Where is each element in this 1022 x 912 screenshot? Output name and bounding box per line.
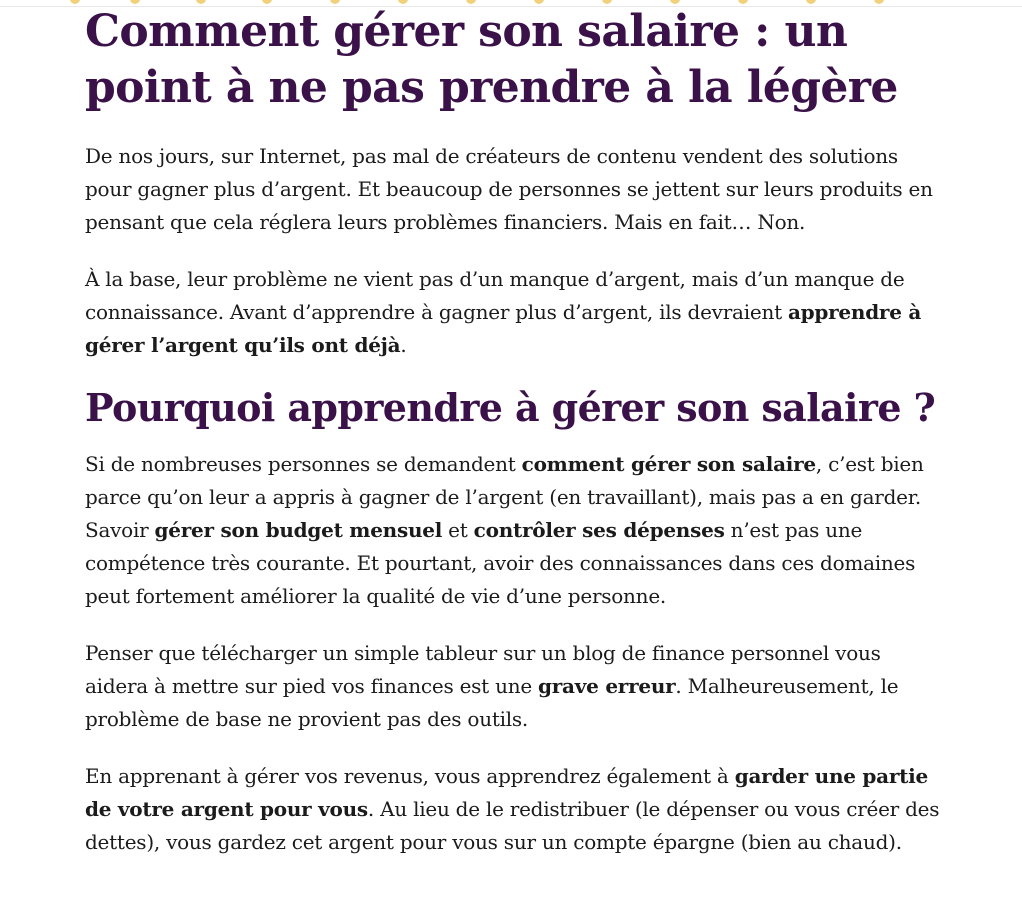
article-title: Comment gérer son salaire : un point à ne pas prendre à la légère [85, 6, 898, 113]
text-segment: Penser que télécharger un simple tableur sur un blog de finance personnel vous aidera à mettre sur pied vos finances est une [85, 641, 881, 698]
bold-keep-money: garder une partie de votre argent pour vous [85, 764, 928, 821]
paragraph-why [85, 448, 943, 613]
text-segment: Si de nombreuses personnes se demandent [85, 452, 522, 476]
paragraph-intro: De nos jours, sur Internet, pas mal de créateurs de contenu vendent des solutions pour gagner plus d’argent. Et beaucoup de personnes se jettent sur leurs produits en pensant que cela réglera leurs problèmes financiers. Mais en fait… Non. [85, 144, 933, 234]
text-segment: . Malheureusement, le problème de base ne provient pas des outils. [85, 674, 899, 731]
text-segment: . Au lieu de le redistribuer (le dépenser ou vous créer des dettes), vous gardez cet argent pour vous sur un compte épargne (bien au chaud). [85, 797, 940, 854]
paragraph-savings [85, 760, 943, 859]
bold-grave-error: grave erreur [538, 674, 676, 698]
text-segment: n’est pas une compétence très courante. Et pourtant, avoir des connaissances dans ces domaines peut fortement améliorer la qualité de vie d’une personne. [85, 518, 916, 608]
article-content [85, 4, 945, 859]
text-segment: . [400, 333, 407, 357]
paragraph-base-problem [85, 263, 943, 362]
text-segment: et [442, 518, 474, 542]
text-segment: , c’est bien parce qu’on leur a appris à gagner de l’argent (en travaillant), mais pas a en garder. Savoir [85, 452, 924, 542]
text-segment: En apprenant à gérer vos revenus, vous apprendrez également à [85, 764, 735, 788]
bold-manage-salary: comment gérer son salaire [521, 452, 816, 476]
section-heading-why: Pourquoi apprendre à gérer son salaire ? [85, 385, 936, 430]
bold-monthly-budget: gérer son budget mensuel [154, 518, 443, 542]
paragraph-spreadsheet [85, 637, 943, 736]
bold-learn-manage: apprendre à gérer l’argent qu’ils ont déjà [85, 300, 922, 357]
bold-control-expenses: contrôler ses dépenses [473, 518, 725, 542]
text-segment: À la base, leur problème ne vient pas d’un manque d’argent, mais d’un manque de connaissance. Avant d’apprendre à gagner plus d’argent, ils devraient [85, 267, 905, 324]
